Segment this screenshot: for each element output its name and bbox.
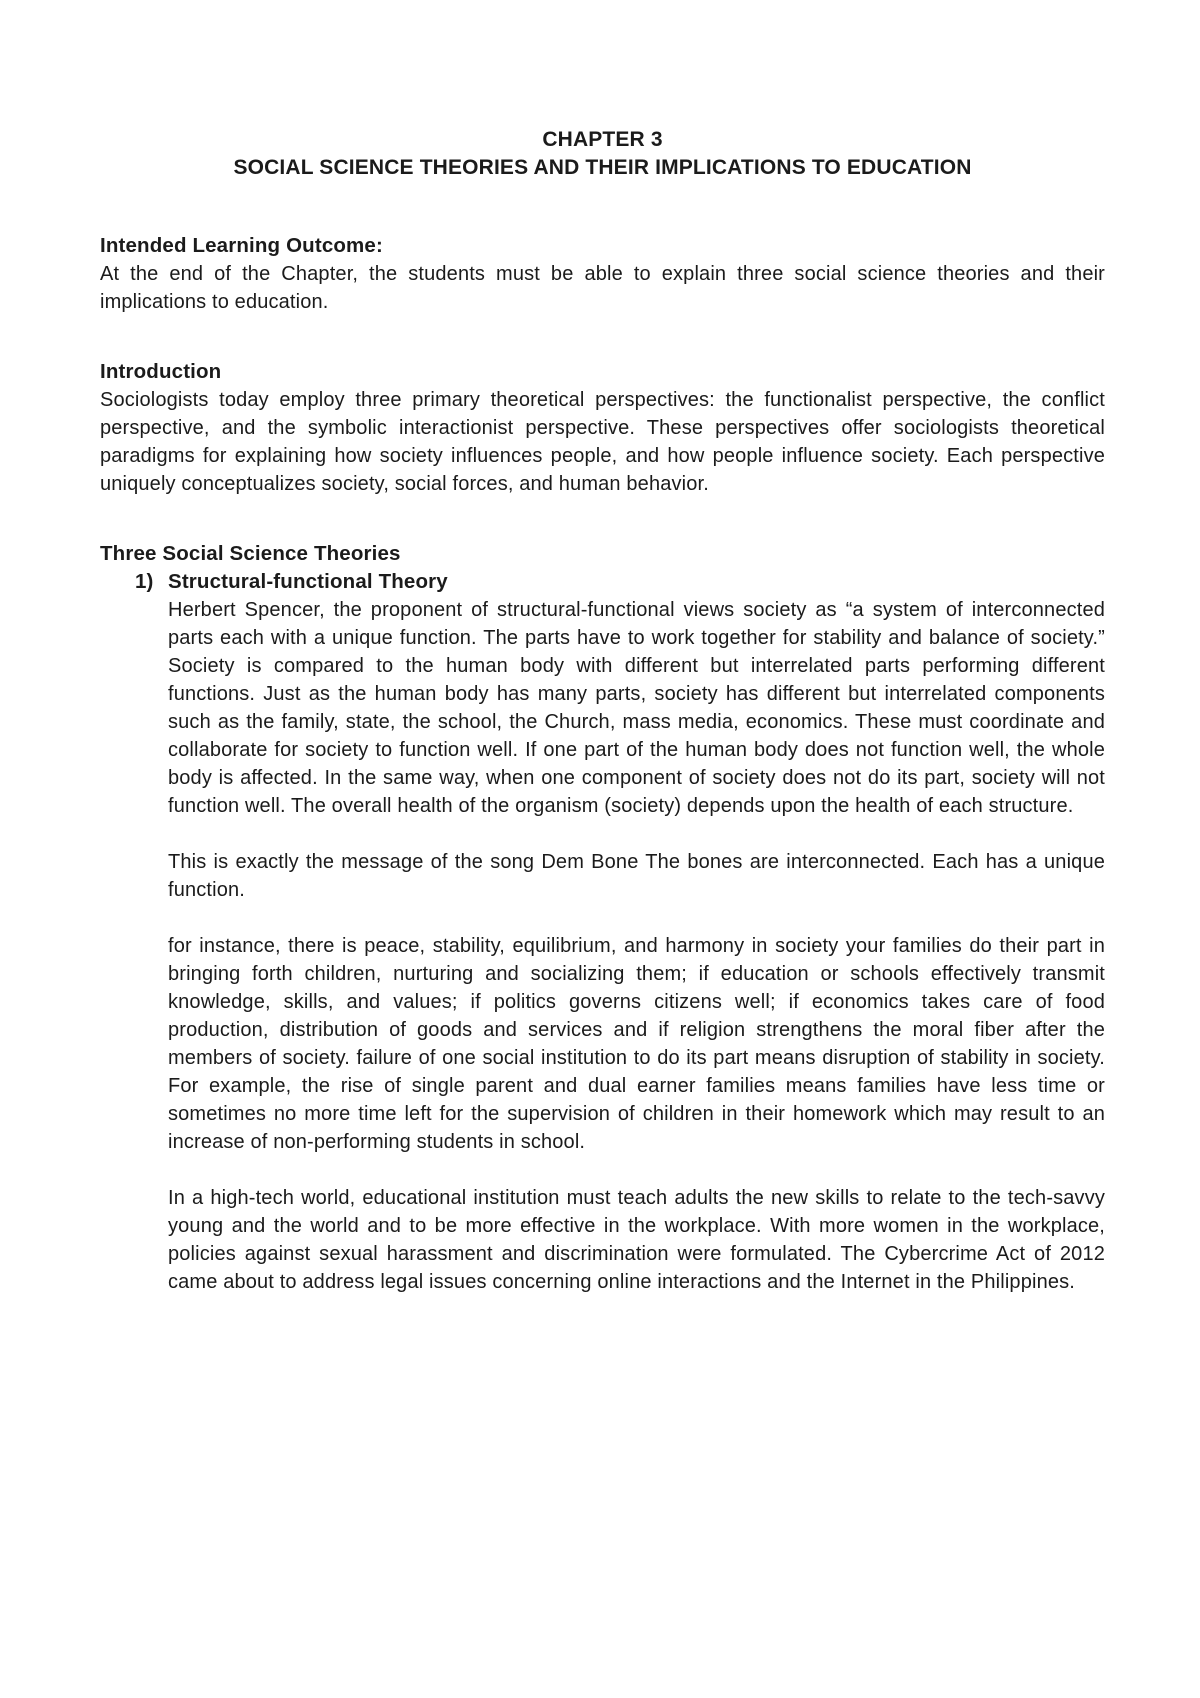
theory-item-head <box>100 568 1105 596</box>
theory-paragraph-3: for instance, there is peace, stability, equilibrium, and harmony in society your families do their part in bringing forth children, nurturing and socializing them; if education or schools effectively transmit knowledge, skills, and values; if politics governs citizens well; if economics takes care of food production, distribution of goods and services and if religion strengthens the moral fiber after the members of society. failure of one social institution to do its part means disruption of stability in society. For example, the rise of single parent and dual earner families means families have less time or sometimes no more time left for the supervision of children in their homework which may result to an increase of non-performing students in school. <box>168 935 1105 1153</box>
theory-item-number: 1) <box>135 570 154 593</box>
introduction-section <box>100 358 1105 498</box>
introduction-body: Sociologists today employ three primary theoretical perspectives: the functionalist perspective, the conflict perspective, and the symbolic interactionist perspective. These perspectives offer sociologists theoretical paradigms for explaining how society influences people, and how people influence society. Each perspective uniquely conceptualizes society, social forces, and human behavior. <box>100 389 1105 495</box>
theory-paragraph-4: In a high-tech world, educational institution must teach adults the new skills to relate to the tech-savvy young and the world and to be more effective in the workplace. With more women in the workplace, policies against sexual harassment and discrimination were formulated. The Cybercrime Act of 2012 came about to address legal issues concerning online interactions and the Internet in the Philippines. <box>168 1187 1105 1293</box>
theory-item-title: Structural-functional Theory <box>168 570 448 593</box>
chapter-title-block <box>100 126 1105 182</box>
chapter-number: CHAPTER 3 <box>542 128 663 151</box>
chapter-name: SOCIAL SCIENCE THEORIES AND THEIR IMPLICATIONS TO EDUCATION <box>233 156 972 179</box>
introduction-heading: Introduction <box>100 360 222 383</box>
theories-section <box>100 540 1105 1296</box>
theory-item-structural-functional <box>100 568 1105 1296</box>
theories-heading: Three Social Science Theories <box>100 542 401 565</box>
ilo-body: At the end of the Chapter, the students must be able to explain three social science theories and their implications to education. <box>100 263 1105 313</box>
theory-paragraph-1: Herbert Spencer, the proponent of structural-functional views society as “a system of interconnected parts each with a unique function. The parts have to work together for stability and balance of society.” Society is compared to the human body with different but interrelated parts performing different functions. Just as the human body has many parts, society has different but interrelated components such as the family, state, the school, the Church, mass media, economics. These must coordinate and collaborate for society to function well. If one part of the human body does not function well, the whole body is affected. In the same way, when one component of society does not do its part, society will not function well. The overall health of the organism (society) depends upon the health of each structure. <box>168 599 1105 817</box>
theory-paragraph-2: This is exactly the message of the song Dem Bone The bones are interconnected. Each has a unique function. <box>168 851 1105 901</box>
ilo-heading: Intended Learning Outcome: <box>100 234 383 257</box>
intended-learning-outcome-section <box>100 232 1105 316</box>
